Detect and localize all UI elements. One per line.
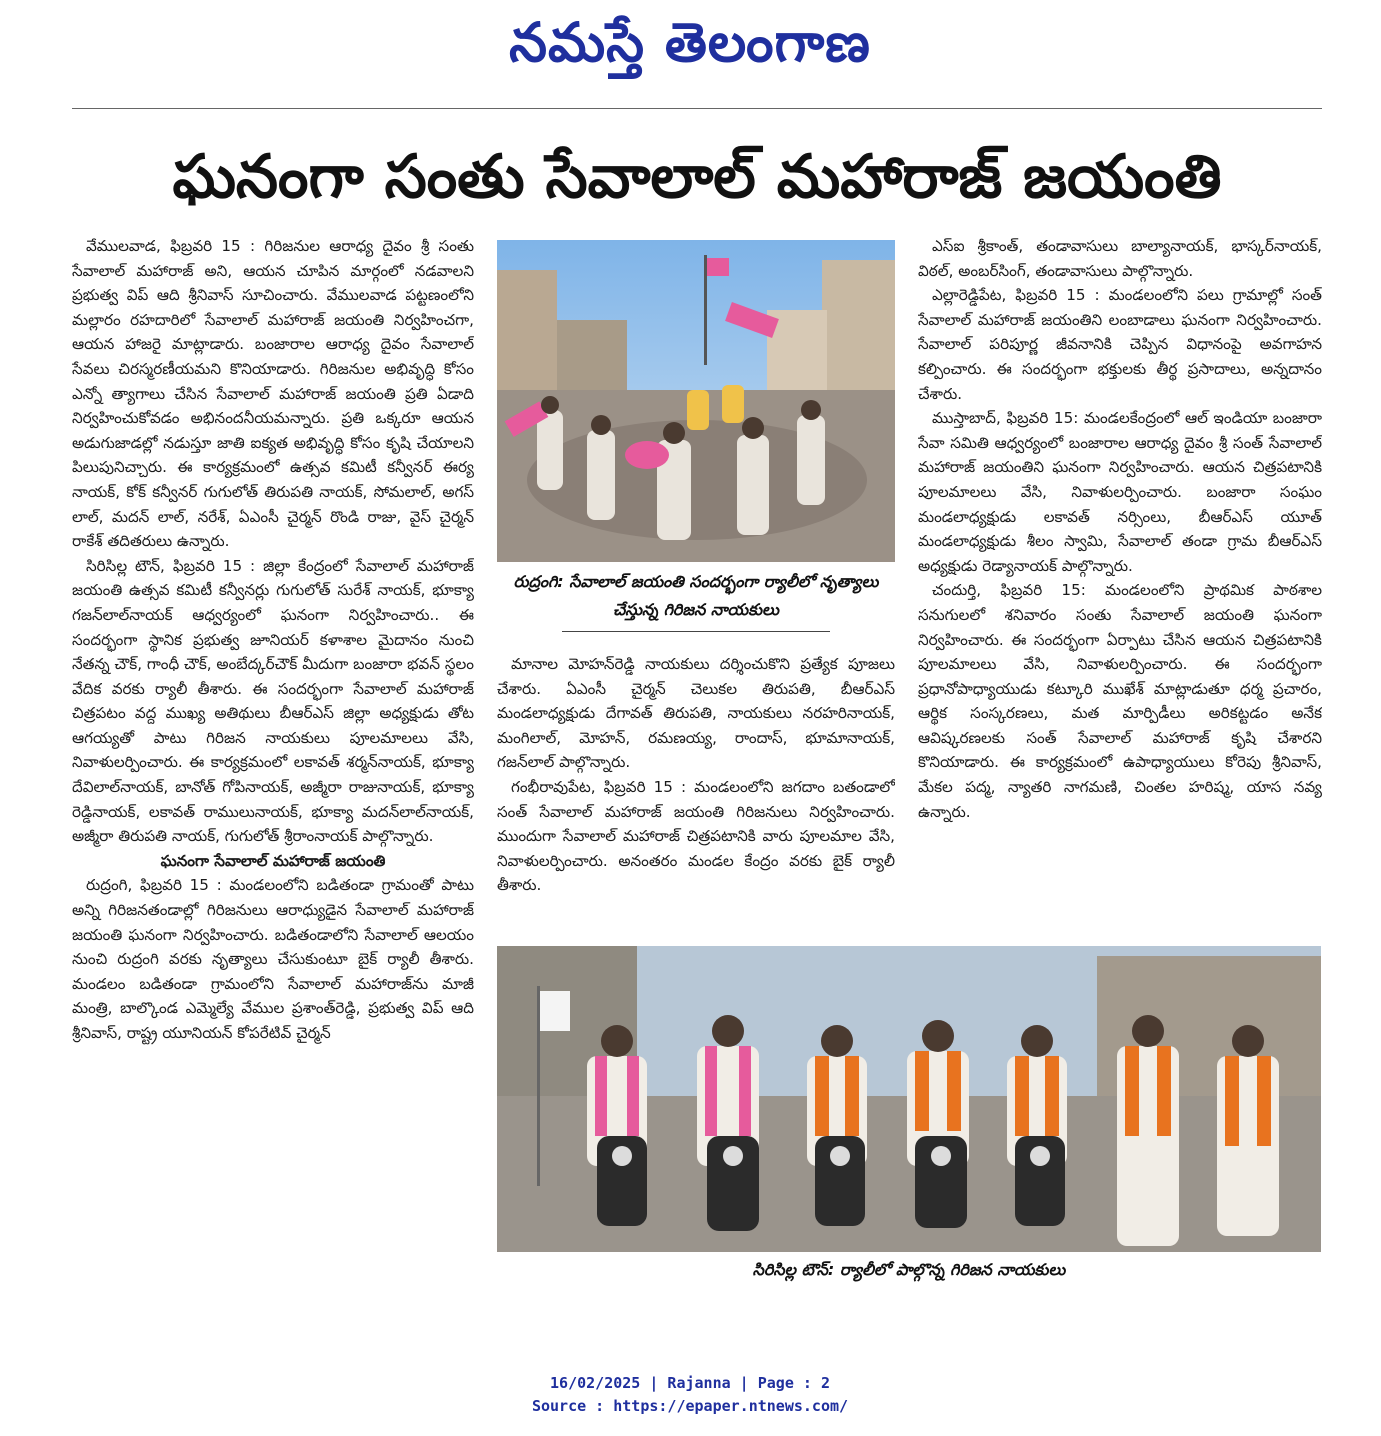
photo-caption-1: రుద్రంగి: సేవాలాల్ జయంతి సందర్భంగా ర్యాలీలో నృత్యాలు చేస్తున్న గిరిజన నాయకులు (513, 572, 879, 619)
masthead-logo: నమస్తే తెలంగాణ (509, 11, 871, 74)
paragraph: వేములవాడ, ఫిబ్రవరి 15 : గిరిజనుల ఆరాధ్య దైవం శ్రీ సంతు సేవాలాల్ మహారాజ్ అని, ఆయన చూపిన మార్గంలో నడవాలని ప్రభుత్వ విప్ ఆది శ్రీనివాస్ సూచించారు. వేములవాడ పట్టణంలోని మల్లారం రహదారిలో సేవాలాల్ మహారాజ్ జయంతి నిర్వహించగా, ఆయన హాజరై మాట్లాడారు. బంజారాల ఆరాధ్య దైవం సేవాలాల్ సేవలు చిరస్మరణీయమని కొనియాడారు. గిరిజనుల అభివృద్ధి కోసం ఎన్నో త్యాగాలు చేసిన సేవాలాల్ మహారాజ్ జయంతి ప్రతి ఏడాది నిర్వహించుకోవడం అభినందనీయమన్నారు. ప్రతి ఒక్కరూ ఆయన అడుగుజాడల్లో నడుస్తూ జాతి ఐక్యత అభివృద్ధి కోసం కృషి చేయాలని పిలుపునిచ్చారు. ఈ కార్యక్రమంలో ఉత్సవ కమిటీ కన్వీనర్ ఈర్య నాయక్, కోక్ కన్వీనర్ గుగులోత్ తిరుపతి నాయక్, సోమలాల్, అగస్ లాల్, మదన్ లాల్, నరేశ్, ఏఎంసీ చైర్మన్ రొండి రాజు, వైస్ చైర్మన్ రాకేశ్ తదితరులు ఉన్నారు. (72, 237, 474, 551)
photo-caption-2: సిరిసిల్ల టౌన్: ర్యాలీలో పాల్గొన్న గిరిజన నాయకులు (752, 1260, 1066, 1279)
paragraph: మానాల మోహన్‌రెడ్డి నాయకులు దర్శించుకొని ప్రత్యేక పూజలు చేశారు. ఏఎంసీ చైర్మన్ చెలుకల తిరుపతి, బీఆర్ఎస్ మండలాధ్యక్షుడు దేగావత్ తిరుపతి, నాయకులు నరహరినాయక్, మంగిలాల్, మోహన్, రమణయ్య, రాందాస్, భూమానాయక్, గజన్‌లాల్ పాల్గొన్నారు. (497, 655, 895, 772)
paragraph: ముస్తాబాద్, ఫిబ్రవరి 15: మండలకేంద్రంలో ఆల్ ఇండియా బంజారా సేవా సమితి ఆధ్వర్యంలో బంజారాల ఆరాధ్య దైవం శ్రీ సంత్ సేవాలాల్ మహారాజ్ జయంతిని ఘనంగా నిర్వహించారు. ఆయన చిత్రపటానికి పూలమాలలు వేసి, నివాళులర్పించారు. బంజారా సంఘం మండలాధ్యక్షుడు లకావత్ నర్సింలు, బీఆర్ఎస్ యూత్ మండలాధ్యక్షుడు శీలం స్వామి, సేవాలాల్ తండా గ్రామ బీఆర్ఎస్ అధ్యక్షుడు రెడ్యానాయక్ పాల్గొన్నారు. (918, 409, 1322, 575)
header-divider (72, 108, 1322, 109)
paragraph: గంభీరావుపేట, ఫిబ్రవరి 15 : మండలంలోని జగదాం బతండాలో సంత్ సేవాలాల్ మహారాజ్ జయంతి గిరిజనులు నిర్వహించారు. ముందుగా సేవాలాల్ మహారాజ్ చిత్రపటానికి వారు పూలమాల వేసి, నివాళులర్పించారు. అనంతరం మండల కేంద్రం వరకు బైక్ ర్యాలీ తీశారు. (497, 777, 895, 895)
paragraph: ఎల్లారెడ్డిపేట, ఫిబ్రవరి 15 : మండలంలోని పలు గ్రామాల్లో సంత్ సేవాలాల్ మహారాజ్ జయంతిని లంబాడాలు ఘనంగా నిర్వహించారు. సేవాలాల్ పరిపూర్ణ జీవనానికి చెప్పిన విధానంపై అవగాహన కల్పించారు. ఈ సందర్భంగా భక్తులకు తీర్థ ప్రసాదాలు, అన్నదానం చేశారు. (918, 286, 1322, 403)
article-column-3 (918, 234, 1322, 934)
photo-bike-rally (497, 946, 1321, 1252)
paragraph: సిరిసిల్ల టౌన్, ఫిబ్రవరి 15 : జిల్లా కేంద్రంలో సేవాలాల్ మహారాజ్ జయంతి ఉత్సవ కమిటీ కన్వీనర్లు గుగులోత్ సురేశ్ నాయక్, భూక్యా గజన్‌లాల్‌నాయక్ ఆధ్వర్యంలో ఘనంగా నిర్వహించారు.. ఈ సందర్భంగా స్థానిక ప్రభుత్వ జూనియర్ కళాశాల మైదానం నుంచి నేతన్న చౌక్, గాంధీ చౌక్, అంబేద్కర్‌చౌక్ మీదుగా బంజారా భవన్ స్థలం వేదిక వరకు ర్యాలీ తీశారు. ఈ సందర్భంగా సేవాలాల్ మహారాజ్ చిత్రపటం వద్ద ముఖ్య అతిథులు బీఆర్ఎస్ జిల్లా అధ్యక్షుడు తోట ఆగయ్యతో పాటు గిరిజన నాయకులు పూలమాలలు వేసి, నివాళులర్పించారు. ఈ కార్యక్రమంలో లకావత్ శర్మన్‌నాయక్, భూక్యా దేవిలాల్‌నాయక్, బానోత్ గోపినాయక్, అజ్మీరా రాజునాయక్, భూక్యా రెడ్డినాయక్, లకావత్ రాములునాయక్, భూక్యా మదన్‌లాల్‌నాయక్, అజ్మీరా తిరుపతి నాయక్, గుగులోత్ శ్రీరాంనాయక్ పాల్గొన్నారు. (72, 556, 474, 846)
subheading: ఘనంగా సేవాలాల్ మహారాజ్ జయంతి (160, 851, 386, 870)
paragraph: రుద్రంగి, ఫిబ్రవరి 15 : మండలంలోని బడితండా గ్రామంతో పాటు అన్ని గిరిజనతండాల్లో గిరిజనులు ఆరాధ్యుడైన సేవాలాల్ మహారాజ్ జయంతి ఘనంగా నిర్వహించారు. బడితండాలోని సేవాలాల్ ఆలయం నుంచి రుద్రంగి వరకు నృత్యాలు చేసుకుంటూ బైక్ ర్యాలీ తీశారు. మండలం బడితండా గ్రామంలోని సేవాలాల్ మహారాజ్‌ను మాజీ మంత్రి, బాల్కొండ ఎమ్మెల్యే వేముల ప్రశాంత్‌రెడ్డి, ప్రభుత్వ విప్ ఆది శ్రీనివాస్, రాష్ట్ర యూనియన్ కోపరేటివ్ చైర్మన్ (72, 876, 474, 1042)
paragraph: ఎస్ఐ శ్రీకాంత్, తండావాసులు బాల్యానాయక్, భాస్కర్‌నాయక్, విఠల్, అంబర్‌సింగ్, తండావాసులు పాల్గొన్నారు. (918, 237, 1322, 280)
photo-dance-rally-image (497, 240, 895, 562)
photo-dance-rally (497, 240, 895, 562)
footer-source: Source : https://epaper.ntnews.com/ (531, 1397, 849, 1415)
paragraph: చందుర్తి, ఫిబ్రవరి 15: మండలంలోని ప్రాథమిక పాఠశాల సనుగులలో శనివారం సంతు సేవాలాల్ జయంతి ఘనంగా నిర్వహించారు. ఈ సందర్భంగా ఏర్పాటు చేసిన ఆయన చిత్రపటానికి పూలమాలలు వేసి, నివాళులర్పించారు. ఈ సందర్భంగా ప్రధానోపాధ్యాయుడు కట్కూరి ముఖేశ్ మాట్లాడుతూ ధర్మ ప్రచారం, ఆర్థిక సంస్కరణలు, మత మార్పిడీలు అరికట్టడం అనేక ఆవిష్కరణలకు సంత్ సేవాలాల్ మహారాజ్ కృషి చేశారని కొనియాడారు. ఈ కార్యక్రమంలో ఉపాధ్యాయులు కోరెపు శ్రీనివాస్, మేకల పద్మ, న్యాతరి నాగమణి, చింతల హరిష్మ, యాస నవ్య ఉన్నారు. (918, 581, 1322, 821)
article-column-2 (497, 652, 895, 932)
article-column-1 (72, 234, 474, 1294)
footer-date-page: 16/02/2025 | Rajanna | Page : 2 (550, 1374, 830, 1392)
caption-underline (562, 631, 830, 632)
headline: ఘనంగా సంతు సేవాలాల్ మహారాజ్ జయంతి (172, 142, 1222, 212)
photo-bike-rally-image (497, 946, 1321, 1252)
